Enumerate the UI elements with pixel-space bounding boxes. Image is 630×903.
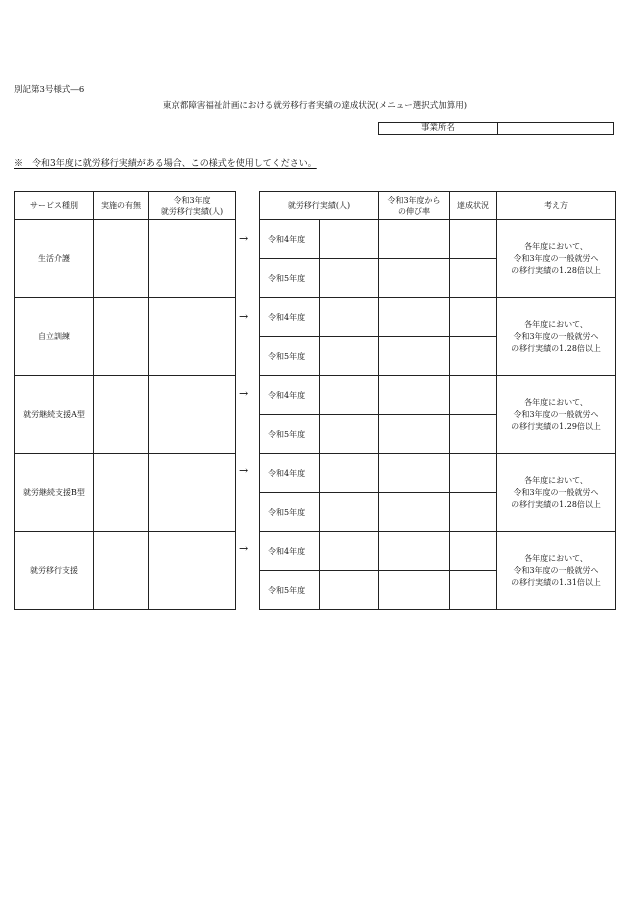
criteria-line: の移行実績の1.29倍以上 bbox=[511, 421, 601, 431]
criteria-cell bbox=[497, 220, 616, 298]
results-cell[interactable] bbox=[320, 220, 379, 259]
growth-cell[interactable] bbox=[379, 259, 450, 298]
growth-cell[interactable] bbox=[379, 454, 450, 493]
r3-results-cell[interactable] bbox=[149, 220, 236, 298]
results-cell[interactable] bbox=[320, 571, 379, 610]
year-label: 令和4年度 bbox=[260, 298, 320, 337]
status-cell[interactable] bbox=[450, 415, 497, 454]
growth-cell[interactable] bbox=[379, 376, 450, 415]
criteria-line: 各年度において、 bbox=[524, 241, 588, 251]
year-row bbox=[260, 298, 616, 337]
header-r3-results bbox=[149, 192, 236, 220]
header-service-type: サービス種別 bbox=[15, 192, 94, 220]
results-cell[interactable] bbox=[320, 415, 379, 454]
criteria-line: 令和3年度の一般就労へ bbox=[513, 331, 599, 341]
service-row bbox=[15, 454, 236, 532]
header-approach: 考え方 bbox=[497, 192, 616, 220]
status-cell[interactable] bbox=[450, 571, 497, 610]
criteria-line: 各年度において、 bbox=[524, 553, 588, 563]
r3-results-cell[interactable] bbox=[149, 532, 236, 610]
status-cell[interactable] bbox=[450, 454, 497, 493]
header-implemented: 実施の有無 bbox=[94, 192, 149, 220]
growth-cell[interactable] bbox=[379, 571, 450, 610]
results-cell[interactable] bbox=[320, 259, 379, 298]
status-cell[interactable] bbox=[450, 298, 497, 337]
results-cell[interactable] bbox=[320, 337, 379, 376]
year-row bbox=[260, 220, 616, 259]
service-row bbox=[15, 298, 236, 376]
year-label: 令和4年度 bbox=[260, 220, 320, 259]
criteria-cell bbox=[497, 532, 616, 610]
results-cell[interactable] bbox=[320, 298, 379, 337]
implemented-cell[interactable] bbox=[94, 454, 149, 532]
arrow-icon: → bbox=[239, 387, 249, 400]
criteria-line: の移行実績の1.28倍以上 bbox=[511, 499, 601, 509]
criteria-cell bbox=[497, 376, 616, 454]
implemented-cell[interactable] bbox=[94, 376, 149, 454]
service-name: 就労継続支援B型 bbox=[15, 454, 94, 532]
service-name: 就労継続支援A型 bbox=[15, 376, 94, 454]
year-label: 令和5年度 bbox=[260, 259, 320, 298]
arrow-icon: → bbox=[239, 310, 249, 323]
arrow-icon: → bbox=[239, 232, 249, 245]
year-label: 令和5年度 bbox=[260, 571, 320, 610]
header-growth-line1: 令和3年度から bbox=[387, 195, 441, 205]
results-cell[interactable] bbox=[320, 376, 379, 415]
results-table bbox=[259, 191, 616, 610]
year-label: 令和5年度 bbox=[260, 415, 320, 454]
status-cell[interactable] bbox=[450, 376, 497, 415]
criteria-line: の移行実績の1.28倍以上 bbox=[511, 265, 601, 275]
service-name: 自立訓練 bbox=[15, 298, 94, 376]
office-name-field[interactable] bbox=[498, 123, 613, 134]
service-name: 就労移行支援 bbox=[15, 532, 94, 610]
criteria-line: 各年度において、 bbox=[524, 397, 588, 407]
service-name: 生活介護 bbox=[15, 220, 94, 298]
document-title: 東京都障害福祉計画における就労移行者実績の達成状況(メニュー選択式加算用) bbox=[162, 101, 468, 111]
status-cell[interactable] bbox=[450, 493, 497, 532]
year-label: 令和4年度 bbox=[260, 532, 320, 571]
r3-results-cell[interactable] bbox=[149, 454, 236, 532]
criteria-line: 令和3年度の一般就労へ bbox=[513, 565, 599, 575]
growth-cell[interactable] bbox=[379, 298, 450, 337]
results-cell[interactable] bbox=[320, 493, 379, 532]
growth-cell[interactable] bbox=[379, 337, 450, 376]
criteria-line: 令和3年度の一般就労へ bbox=[513, 487, 599, 497]
growth-cell[interactable] bbox=[379, 415, 450, 454]
year-row bbox=[260, 532, 616, 571]
form-code: 別記第3号様式―6 bbox=[14, 85, 85, 95]
criteria-line: 各年度において、 bbox=[524, 475, 588, 485]
service-table bbox=[14, 191, 236, 610]
office-name-box bbox=[378, 122, 614, 135]
criteria-cell bbox=[497, 298, 616, 376]
service-row bbox=[15, 220, 236, 298]
header-growth-line2: の伸び率 bbox=[398, 206, 430, 216]
criteria-line: 各年度において、 bbox=[524, 319, 588, 329]
usage-note: ※ 令和3年度に就労移行実績がある場合、この様式を使用してください。 bbox=[14, 159, 317, 169]
arrow-icon: → bbox=[239, 542, 249, 555]
header-status: 達成状況 bbox=[450, 192, 497, 220]
service-row bbox=[15, 376, 236, 454]
growth-cell[interactable] bbox=[379, 493, 450, 532]
criteria-line: の移行実績の1.31倍以上 bbox=[511, 577, 601, 587]
criteria-cell bbox=[497, 454, 616, 532]
criteria-line: 令和3年度の一般就労へ bbox=[513, 253, 599, 263]
implemented-cell[interactable] bbox=[94, 532, 149, 610]
growth-cell[interactable] bbox=[379, 220, 450, 259]
header-growth bbox=[379, 192, 450, 220]
arrow-icon: → bbox=[239, 464, 249, 477]
implemented-cell[interactable] bbox=[94, 220, 149, 298]
year-label: 令和5年度 bbox=[260, 493, 320, 532]
r3-results-cell[interactable] bbox=[149, 376, 236, 454]
header-r3-line2: 就労移行実績(人) bbox=[160, 206, 224, 216]
implemented-cell[interactable] bbox=[94, 298, 149, 376]
year-row bbox=[260, 454, 616, 493]
status-cell[interactable] bbox=[450, 259, 497, 298]
header-results: 就労移行実績(人) bbox=[260, 192, 379, 220]
year-label: 令和4年度 bbox=[260, 376, 320, 415]
year-row bbox=[260, 376, 616, 415]
criteria-line: の移行実績の1.28倍以上 bbox=[511, 343, 601, 353]
growth-cell[interactable] bbox=[379, 532, 450, 571]
status-cell[interactable] bbox=[450, 220, 497, 259]
status-cell[interactable] bbox=[450, 337, 497, 376]
office-name-label: 事業所名 bbox=[379, 123, 498, 134]
criteria-line: 令和3年度の一般就労へ bbox=[513, 409, 599, 419]
results-cell[interactable] bbox=[320, 454, 379, 493]
year-label: 令和5年度 bbox=[260, 337, 320, 376]
r3-results-cell[interactable] bbox=[149, 298, 236, 376]
service-row bbox=[15, 532, 236, 610]
results-cell[interactable] bbox=[320, 532, 379, 571]
year-label: 令和4年度 bbox=[260, 454, 320, 493]
header-r3-line1: 令和3年度 bbox=[173, 195, 211, 205]
status-cell[interactable] bbox=[450, 532, 497, 571]
